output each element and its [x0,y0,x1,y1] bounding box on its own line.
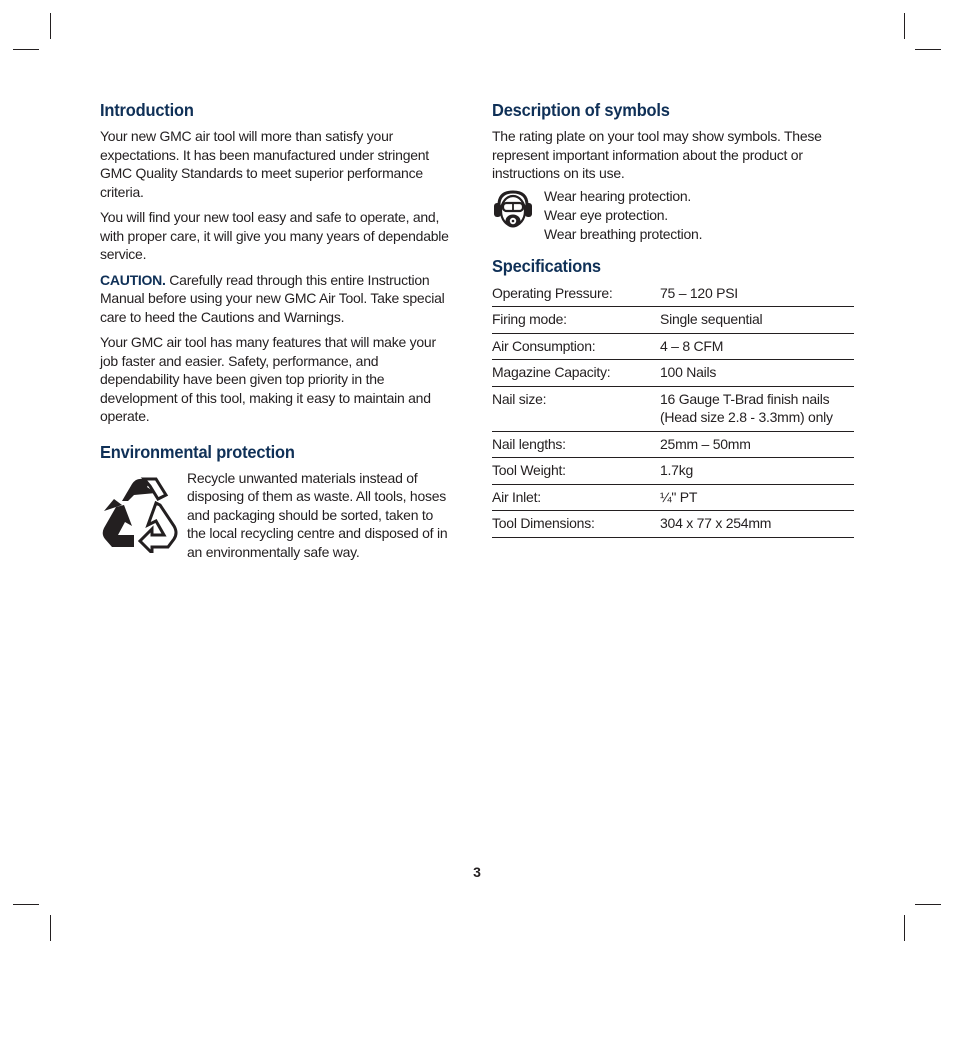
symbols-intro: The rating plate on your tool may show symbols. These represent important information about the product or instructions on its use. [492,128,822,181]
symbol-line-breathing: Wear breathing protection. [544,225,703,242]
table-row [492,458,854,485]
spec-label: Air Consumption: [492,333,660,360]
intro-paragraph-4: Your GMC air tool has many features that will make your job faster and easier. Safety, performance, and dependability have been given top priority in the development of this tool, making it easy to maintain and operate. [100,334,436,424]
symbol-line-eye: Wear eye protection. [544,206,668,223]
spec-value: 304 x 77 x 254mm [660,511,854,538]
symbol-row [492,187,854,244]
right-column [492,100,854,538]
spec-label: Firing mode: [492,307,660,334]
spec-value: ¼" PT [660,484,854,511]
crop-mark [13,49,39,50]
table-row [492,386,854,431]
symbol-descriptions [544,187,702,244]
caution-label: CAUTION. [100,271,166,288]
table-row [492,484,854,511]
crop-mark [904,13,905,39]
specifications-table [492,281,854,538]
environmental-text: Recycle unwanted materials instead of disposing of them as waste. All tools, hoses and packaging should be sorted, taken to the local recycling centre and disposed of in an environmentally safe way. [187,469,448,560]
table-row [492,333,854,360]
spec-value: 100 Nails [660,360,854,387]
spec-label: Nail size: [492,386,660,431]
recycle-icon [100,471,180,553]
spec-label: Tool Weight: [492,458,660,485]
specifications-heading: Specifications [492,255,601,276]
spec-value: 25mm – 50mm [660,431,854,458]
crop-mark [50,915,51,941]
spec-value: Single sequential [660,307,854,334]
symbols-heading: Description of symbols [492,100,670,120]
table-row [492,511,854,538]
spec-value-line: (Head size 2.8 - 3.3mm) only [660,409,833,425]
caution-paragraph [100,271,450,327]
crop-mark [915,904,941,905]
spec-label: Nail lengths: [492,431,660,458]
spec-value: 1.7kg [660,458,854,485]
crop-mark [904,915,905,941]
spec-label: Operating Pressure: [492,281,660,307]
ppe-mask-icon [492,189,534,233]
page-number: 3 [473,864,481,880]
crop-mark [915,49,941,50]
environmental-block [100,469,450,562]
left-column [100,100,450,561]
table-row [492,281,854,307]
intro-paragraph-2: You will find your new tool easy and safe to operate, and, with proper care, it will give you many years of dependable service. [100,209,449,262]
table-row [492,360,854,387]
spec-value-line: 16 Gauge T-Brad finish nails [660,390,830,407]
spec-label: Tool Dimensions: [492,511,660,538]
introduction-heading: Introduction [100,100,194,120]
symbol-line-hearing: Wear hearing protection. [544,187,692,204]
spec-value: 75 – 120 PSI [660,281,854,307]
table-row [492,307,854,334]
crop-mark [13,904,39,905]
spec-label: Magazine Capacity: [492,360,660,387]
spec-value: 4 – 8 CFM [660,333,854,360]
spec-label: Air Inlet: [492,484,660,511]
crop-mark [50,13,51,39]
caution-text: Carefully read through this entire Instruction Manual before using your new GMC Air Tool. Take special care to heed the Cautions and Warnings. [100,271,445,325]
intro-paragraph-1: Your new GMC air tool will more than satisfy your expectations. It has been manufactured under stringent GMC Quality Standards to meet superior performance criteria. [100,128,429,200]
spec-value [660,386,854,431]
environmental-heading: Environmental protection [100,441,295,462]
table-row [492,431,854,458]
